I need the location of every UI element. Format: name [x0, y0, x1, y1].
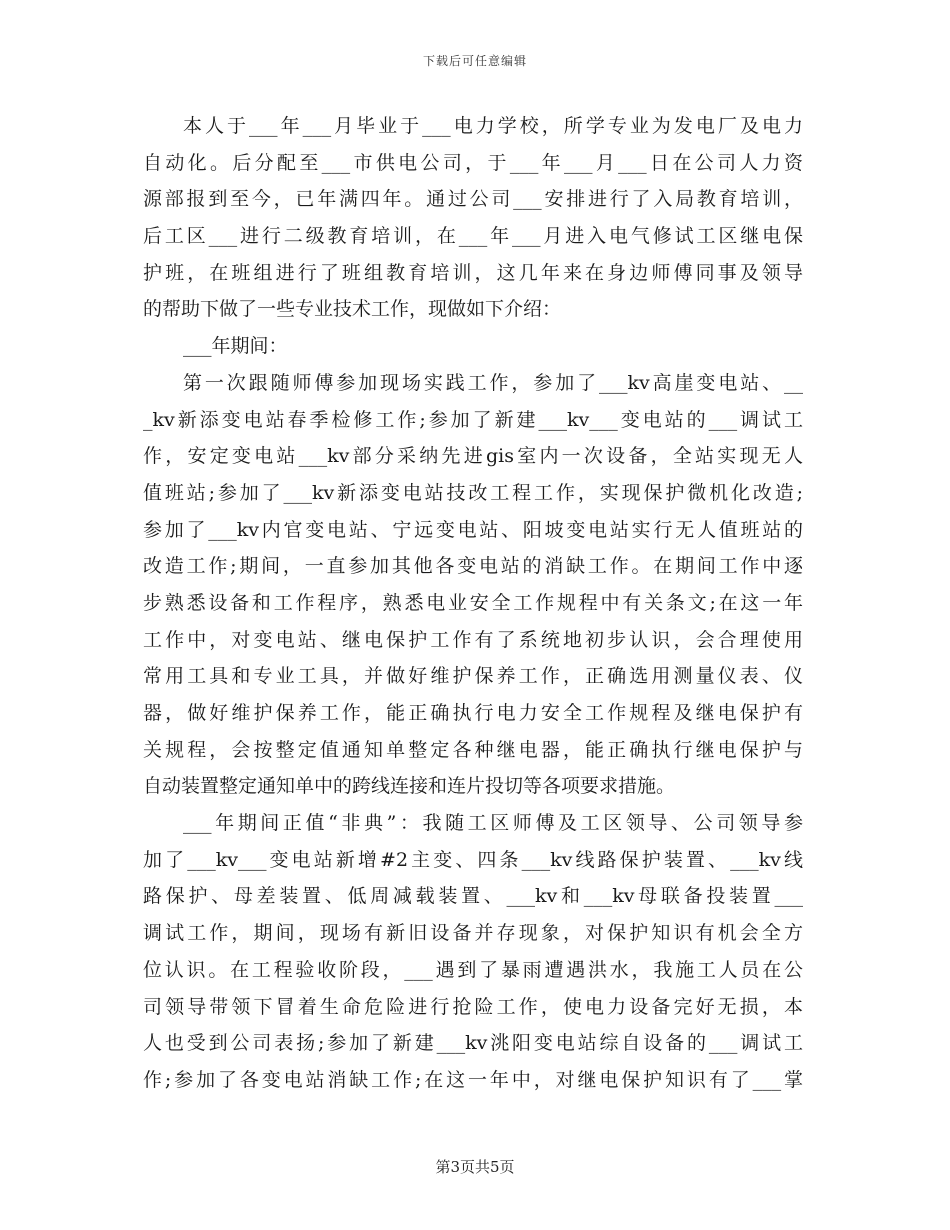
text-line: 位认识。在工程验收阶段，___遇到了暴雨遭遇洪水，我施工人员在公	[143, 958, 803, 981]
text-line: 作，安定变电站___kv部分采纳先进gis室内一次设备，全站实现无人	[143, 445, 803, 468]
text-line: 常用工具和专业工具，并做好维护保养工作，正确选用测量仪表、仪	[143, 665, 803, 688]
text-line: 作;参加了各变电站消缺工作;在这一年中，对继电保护知识有了___掌	[143, 1068, 803, 1091]
text-line: 源部报到至今，已年满四年。通过公司___安排进行了入局教育培训，	[143, 188, 803, 211]
text-line: 器，做好维护保养工作，能正确执行电力安全工作规程及继电保护有	[143, 702, 803, 724]
text-line: 工作中，对变电站、继电保护工作有了系统地初步认识，会合理使用	[143, 628, 803, 651]
text-line: 参加了___kv内官变电站、宁远变电站、阳坡变电站实行无人值班站的	[143, 518, 803, 541]
text-line: 调试工作，期间，现场有新旧设备并存现象，对保护知识有机会全方	[143, 922, 803, 945]
section-heading: ___年期间：	[183, 335, 288, 358]
text-line: 本人于___年___月毕业于___电力学校，所学专业为发电厂及电力	[183, 115, 803, 137]
text-line: 关规程，会按整定值通知单整定各种继电器，能正确执行继电保护与	[143, 738, 803, 761]
text-line: 加了___kv___变电站新增#2主变、四条___kv线路保护装置、___kv线	[143, 848, 803, 871]
text-line: 改造工作;期间，一直参加其他各变电站的消缺工作。在期间工作中逐	[143, 555, 803, 578]
text-line: 人也受到公司表扬;参加了新建___kv洮阳变电站综自设备的___调试工	[143, 1032, 803, 1055]
text-line: 自动化。后分配至___市供电公司，于___年___月___日在公司人力资	[143, 151, 803, 174]
text-line: 后工区___进行二级教育培训，在___年___月进入电气修试工区继电保	[143, 225, 803, 248]
document-body	[143, 108, 803, 1099]
text-line: 司领导带领下冒着生命危险进行抢险工作，使电力设备完好无损，本	[143, 995, 803, 1018]
text-line: 值班站;参加了___kv新添变电站技改工程工作，实现保护微机化改造;	[143, 481, 803, 504]
text-line: 步熟悉设备和工作程序，熟悉电业安全工作规程中有关条文;在这一年	[143, 591, 803, 614]
page-header: 下载后可任意编辑	[422, 54, 527, 68]
text-line: 自动装置整定通知单中的跨线连接和连片投切等各项要求措施。	[143, 775, 676, 798]
text-line: _kv新添变电站春季检修工作;参加了新建___kv___变电站的___调试工	[143, 408, 803, 431]
page-number: 第3页共5页	[435, 1158, 515, 1176]
text-line: 路保护、母差装置、低周减载装置、___kv和___kv母联备投装置___	[143, 885, 803, 908]
text-line: 护班，在班组进行了班组教育培训，这几年来在身边师傅同事及领导	[143, 261, 803, 284]
text-line: 第一次跟随师傅参加现场实践工作，参加了___kv高崖变电站、__	[183, 371, 803, 394]
text-line: 的帮助下做了一些专业技术工作，现做如下介绍：	[143, 298, 562, 321]
text-line: ___年期间正值“非典”：我随工区师傅及工区领导、公司领导参	[183, 812, 803, 835]
